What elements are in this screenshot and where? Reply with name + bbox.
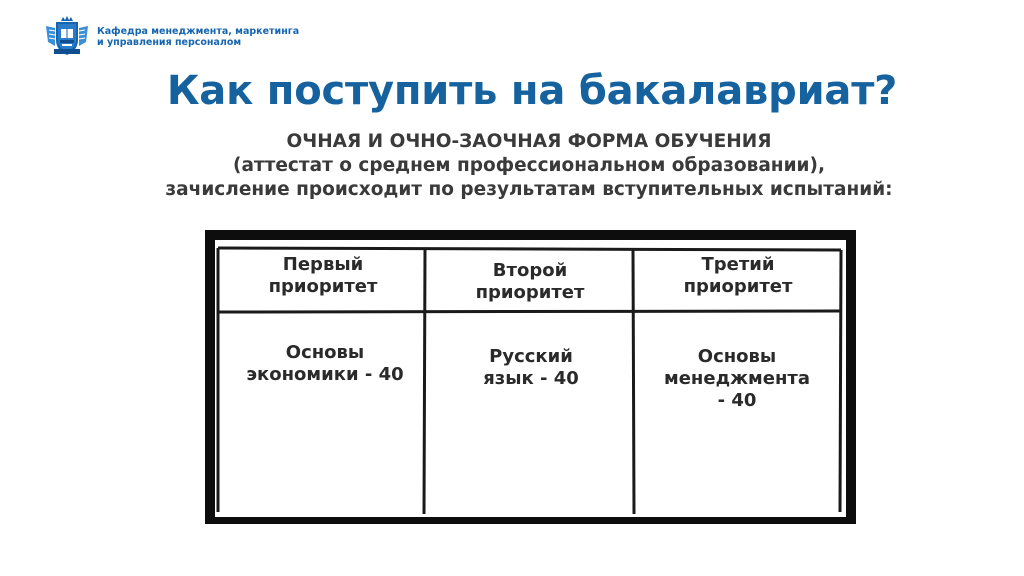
cell-first-priority-line1: Основы xyxy=(285,342,365,363)
cell-second-priority-line2: язык - 40 xyxy=(483,368,579,389)
header-first-priority xyxy=(223,254,423,298)
subtitle-line3: зачисление происходит по результатам вступительных испытаний: xyxy=(165,179,893,200)
priority-table xyxy=(205,230,856,524)
department-name-line1: Кафедра менеджмента, маркетинга xyxy=(97,26,300,37)
cell-third-priority-line2: менеджмента xyxy=(664,368,810,389)
header-first-priority-line2: приоритет xyxy=(268,276,378,297)
department-name xyxy=(97,26,299,48)
subtitle-line1: ОЧНАЯ И ОЧНО-ЗАОЧНАЯ ФОРМА ОБУЧЕНИЯ xyxy=(286,131,772,152)
cell-first-priority-line2: экономики - 40 xyxy=(246,364,404,385)
cell-first-priority-subject xyxy=(225,342,425,386)
header-second-priority-line2: приоритет xyxy=(475,282,585,303)
department-name-line2: и управления персоналом xyxy=(97,37,242,48)
header xyxy=(44,16,299,58)
header-third-priority xyxy=(637,254,839,298)
page-title: Как поступить на бакалавриат? xyxy=(166,68,898,114)
cell-second-priority-subject xyxy=(429,346,633,390)
header-first-priority-line1: Первый xyxy=(282,254,364,275)
cell-second-priority-line1: Русский xyxy=(489,346,573,367)
header-second-priority xyxy=(429,260,631,304)
university-crest-icon xyxy=(44,16,90,58)
header-third-priority-line2: приоритет xyxy=(683,276,793,297)
cell-third-priority-subject xyxy=(635,346,839,412)
header-second-priority-line1: Второй xyxy=(492,260,568,281)
cell-third-priority-line1: Основы xyxy=(697,346,777,367)
subtitle xyxy=(0,130,1024,202)
header-third-priority-line1: Третий xyxy=(701,254,775,275)
cell-third-priority-line3: - 40 xyxy=(717,390,757,411)
priority-table-body xyxy=(215,240,846,517)
subtitle-line2: (аттестат о среднем профессиональном образовании), xyxy=(232,155,825,176)
